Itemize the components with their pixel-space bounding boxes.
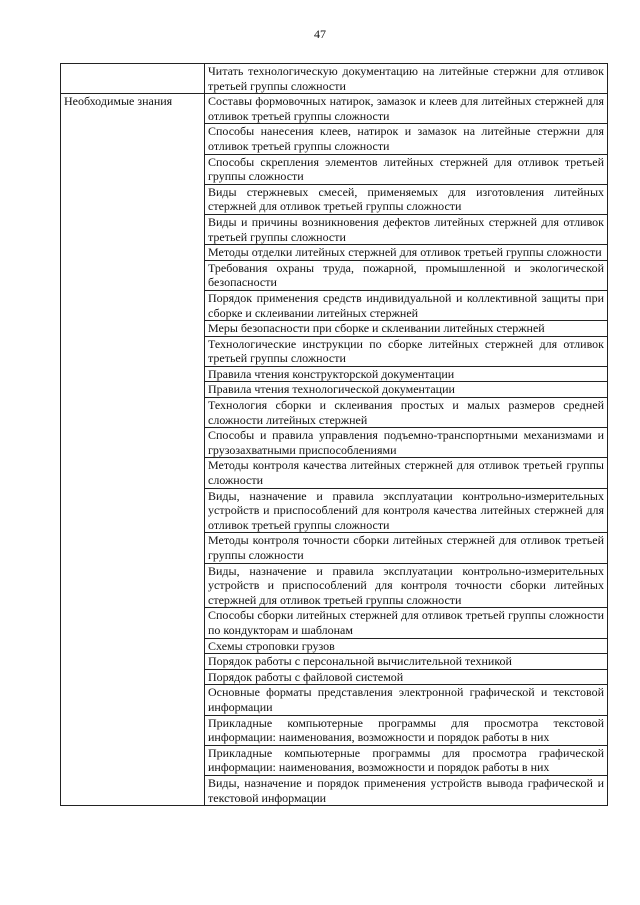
knowledge-item: Методы контроля качества литейных стержней для отливок третьей группы сложности <box>205 458 608 488</box>
knowledge-item: Способы нанесения клеев, натирок и замазок на литейные стержни для отливок третьей группы сложности <box>205 124 608 154</box>
knowledge-item: Виды и причины возникновения дефектов литейных стержней для отливок третьей группы сложности <box>205 214 608 244</box>
knowledge-item: Прикладные компьютерные программы для просмотра текстовой информации: наименования, возможности и порядок работы в них <box>205 715 608 745</box>
knowledge-item: Правила чтения конструкторской документации <box>205 366 608 382</box>
page-number: 47 <box>314 27 326 41</box>
knowledge-item: Технологические инструкции по сборке литейных стержней для отливок третьей группы сложности <box>205 336 608 366</box>
knowledge-item: Виды, назначение и правила эксплуатации контрольно-измерительных устройств и приспособлений для контроля качества литейных стержней для отливок третьей группы сложности <box>205 488 608 533</box>
knowledge-item: Способы и правила управления подъемно-транспортными механизмами и грузозахватными приспособлениями <box>205 428 608 458</box>
knowledge-item: Способы скрепления элементов литейных стержней для отливок третьей группы сложности <box>205 154 608 184</box>
knowledge-item: Порядок работы с файловой системой <box>205 669 608 685</box>
knowledge-item: Требования охраны труда, пожарной, промышленной и экологической безопасности <box>205 260 608 290</box>
knowledge-item: Методы контроля точности сборки литейных стержней для отливок третьей группы сложности <box>205 533 608 563</box>
section-label-cell: Необходимые знания <box>61 94 205 806</box>
knowledge-item: Составы формовочных натирок, замазок и клеев для литейных стержней для отливок третьей группы сложности <box>205 94 608 124</box>
knowledge-table <box>60 63 608 806</box>
empty-label-cell <box>61 64 205 94</box>
knowledge-item: Порядок применения средств индивидуальной и коллективной защиты при сборке и склеивании литейных стержней <box>205 290 608 320</box>
knowledge-item: Виды стержневых смесей, применяемых для изготовления литейных стержней для отливок третьей группы сложности <box>205 184 608 214</box>
knowledge-item: Технология сборки и склеивания простых и малых размеров средней сложности литейных стержней <box>205 398 608 428</box>
knowledge-item: Правила чтения технологической документации <box>205 382 608 398</box>
continuation-cell: Читать технологическую документацию на литейные стержни для отливок третьей группы сложности <box>205 64 608 94</box>
knowledge-item: Схемы строповки грузов <box>205 638 608 654</box>
table-row <box>61 94 608 124</box>
knowledge-item: Меры безопасности при сборке и склеивании литейных стержней <box>205 321 608 337</box>
table-row <box>61 64 608 94</box>
knowledge-item: Прикладные компьютерные программы для просмотра графической информации: наименования, возможности и порядок работы в них <box>205 745 608 775</box>
knowledge-item: Виды, назначение и порядок применения устройств вывода графической и текстовой информации <box>205 775 608 805</box>
knowledge-item: Порядок работы с персональной вычислительной техникой <box>205 654 608 670</box>
knowledge-item: Виды, назначение и правила эксплуатации контрольно-измерительных устройств и приспособлений для контроля точности сборки литейных стержней для отливок третьей группы сложности <box>205 563 608 608</box>
knowledge-item: Основные форматы представления электронной графической и текстовой информации <box>205 685 608 715</box>
knowledge-item: Методы отделки литейных стержней для отливок третьей группы сложности <box>205 245 608 261</box>
knowledge-item: Способы сборки литейных стержней для отливок третьей группы сложности по кондукторам и шаблонам <box>205 608 608 638</box>
